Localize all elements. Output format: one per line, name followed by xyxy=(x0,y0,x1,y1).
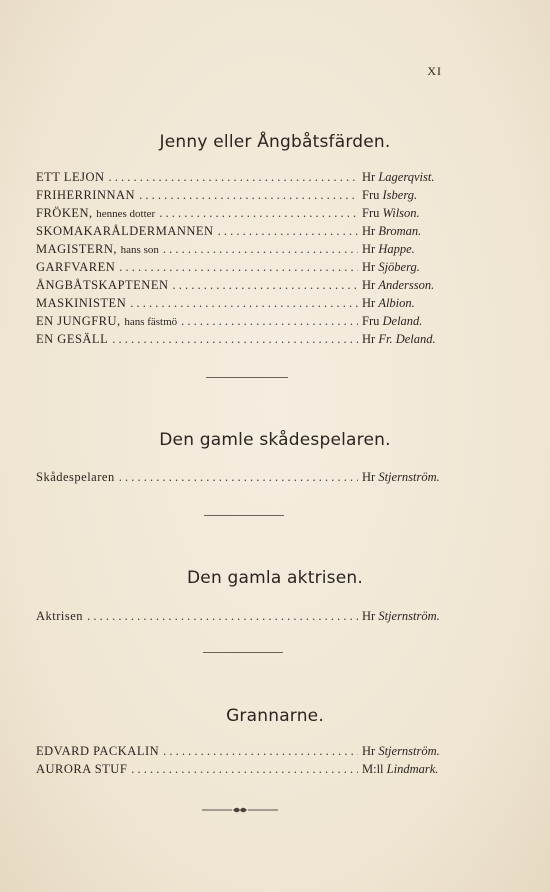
section-divider xyxy=(206,377,288,378)
role-name: EDVARD PACKALIN xyxy=(36,744,160,758)
role-name: SKOMAKARÅLDERMANNEN xyxy=(36,224,214,238)
actor-title: Fru xyxy=(362,188,380,202)
actor-cell xyxy=(362,330,454,348)
cast-row xyxy=(36,760,454,778)
actor-name: Isberg. xyxy=(382,188,418,202)
actor-name: Wilson. xyxy=(382,206,420,220)
role-name: Aktrisen xyxy=(36,609,84,623)
actor-title: Fru xyxy=(362,206,380,220)
role-cell xyxy=(36,742,159,760)
actor-name: Deland. xyxy=(382,314,423,328)
actor-cell xyxy=(362,607,454,625)
dot-leader xyxy=(139,186,358,204)
section-heading-aktrisen: Den gamla aktrisen. xyxy=(187,568,363,588)
role-name: Skådespelaren xyxy=(36,470,115,484)
actor-title: Hr xyxy=(362,609,376,623)
role-cell xyxy=(36,330,108,348)
actor-title: Hr xyxy=(362,224,376,238)
cast-row xyxy=(36,168,454,186)
role-name: ÅNGBÅTSKAPTENEN xyxy=(36,278,169,292)
actor-cell xyxy=(362,204,454,222)
role-name: EN GESÄLL xyxy=(36,332,109,346)
cast-row xyxy=(36,186,454,204)
page-number: XI xyxy=(427,64,442,78)
actor-title: Hr xyxy=(362,242,376,256)
cast-list-aktrisen xyxy=(36,607,454,625)
actor-cell xyxy=(362,186,454,204)
actor-title: Hr xyxy=(362,278,376,292)
role-description: hennes dotter xyxy=(96,208,156,220)
actor-cell xyxy=(362,222,454,240)
actor-name: Lagerqvist. xyxy=(378,170,435,184)
dot-leader xyxy=(119,258,358,276)
dot-leader xyxy=(159,204,358,222)
cast-list-grannarne xyxy=(36,742,454,778)
role-cell xyxy=(36,760,127,778)
role-name: ETT LEJON xyxy=(36,170,105,184)
actor-title: Hr xyxy=(362,296,376,310)
actor-name: Stjernström. xyxy=(378,470,440,484)
actor-name: Stjernström. xyxy=(378,609,440,623)
actor-cell xyxy=(362,240,454,258)
actor-title: Fru xyxy=(362,314,380,328)
actor-title: Hr xyxy=(362,744,376,758)
role-description: hans fästmö xyxy=(124,316,178,328)
actor-cell xyxy=(362,760,454,778)
role-cell xyxy=(36,276,169,294)
cast-row xyxy=(36,204,454,222)
actor-name: Broman. xyxy=(378,224,422,238)
actor-title: Hr xyxy=(362,170,376,184)
section-divider xyxy=(204,515,284,516)
role-name: EN JUNGFRU, xyxy=(36,314,121,328)
actor-name: Happe. xyxy=(378,242,415,256)
dot-leader xyxy=(109,168,359,186)
cast-row xyxy=(36,240,454,258)
actor-cell xyxy=(362,276,454,294)
role-cell xyxy=(36,168,105,186)
role-name: AURORA STUF xyxy=(36,762,128,776)
role-name: GARFVAREN xyxy=(36,260,116,274)
cast-row xyxy=(36,258,454,276)
section-heading-grannarne: Grannarne. xyxy=(226,706,324,726)
dot-leader xyxy=(218,222,358,240)
role-cell xyxy=(36,294,126,312)
actor-name: Sjöberg. xyxy=(378,260,420,274)
actor-name: Andersson. xyxy=(378,278,435,292)
actor-name: Albion. xyxy=(378,296,415,310)
actor-name: Lindmark. xyxy=(386,762,439,776)
role-cell xyxy=(36,258,115,276)
dot-leader xyxy=(130,294,358,312)
dot-leader xyxy=(181,312,358,330)
cast-row xyxy=(36,276,454,294)
role-description: hans son xyxy=(120,244,159,256)
cast-row xyxy=(36,607,454,625)
dot-leader xyxy=(173,276,359,294)
section-divider xyxy=(203,652,283,653)
actor-cell xyxy=(362,468,454,486)
actor-title: Hr xyxy=(362,260,376,274)
actor-cell xyxy=(362,258,454,276)
actor-title: Hr xyxy=(362,332,376,346)
end-ornament xyxy=(202,806,278,814)
dot-leader xyxy=(112,330,358,348)
role-name: MASKINISTEN xyxy=(36,296,127,310)
cast-row xyxy=(36,312,454,330)
dot-leader xyxy=(163,240,358,258)
role-cell xyxy=(36,204,155,223)
actor-cell xyxy=(362,168,454,186)
cast-row xyxy=(36,294,454,312)
dot-leader xyxy=(131,760,358,778)
cast-row xyxy=(36,468,454,486)
role-cell xyxy=(36,222,214,240)
role-cell xyxy=(36,607,83,625)
actor-cell xyxy=(362,294,454,312)
dot-leader xyxy=(87,607,358,625)
role-cell xyxy=(36,312,177,331)
role-name: FRIHERRINNAN xyxy=(36,188,136,202)
role-cell xyxy=(36,186,135,204)
section-heading-skadespelaren: Den gamle skådespelaren. xyxy=(159,430,391,450)
actor-title: M:ll xyxy=(362,762,384,776)
actor-cell xyxy=(362,312,454,330)
cast-list-jenny xyxy=(36,168,454,348)
dot-leader xyxy=(119,468,358,486)
cast-row xyxy=(36,742,454,760)
actor-cell xyxy=(362,742,454,760)
actor-name: Stjernström. xyxy=(378,744,440,758)
actor-title: Hr xyxy=(362,470,376,484)
cast-list-skadespelaren xyxy=(36,468,454,486)
role-name: MAGISTERN, xyxy=(36,242,118,256)
role-cell xyxy=(36,240,159,259)
section-heading-jenny: Jenny eller Ångbåtsfärden. xyxy=(159,132,391,152)
actor-name: Fr. Deland. xyxy=(378,332,436,346)
dot-leader xyxy=(163,742,358,760)
role-name: FRÖKEN, xyxy=(36,206,93,220)
cast-row xyxy=(36,222,454,240)
role-cell xyxy=(36,468,115,486)
cast-row xyxy=(36,330,454,348)
